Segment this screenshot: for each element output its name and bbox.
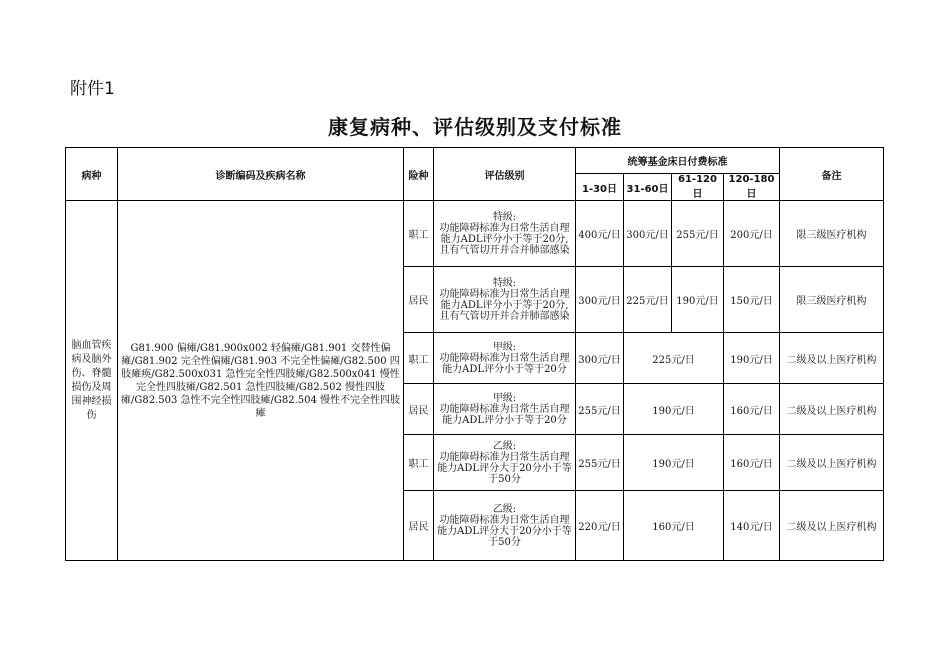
remark: 限三级医疗机构	[780, 201, 884, 267]
remark: 二级及以上医疗机构	[780, 491, 884, 561]
rate-period-4: 160元/日	[724, 435, 780, 491]
insurance-type: 职工	[404, 201, 434, 267]
document-title: 康复病种、评估级别及支付标准	[328, 115, 622, 139]
disease-name: 脑血管疾病及脑外伤、脊髓损伤及周围神经损伤	[66, 201, 118, 561]
header-remarks: 备注	[780, 148, 884, 201]
rate-period-1: 300元/日	[576, 267, 624, 333]
payment-standard-table	[65, 147, 884, 561]
rate-period-2: 225元/日	[624, 267, 672, 333]
assessment-level	[434, 491, 576, 561]
assessment-level	[434, 333, 576, 384]
insurance-type: 职工	[404, 333, 434, 384]
level-title: 甲级:	[492, 392, 517, 404]
level-description: 功能障碍标准为日常生活自理能力ADL评分大于20分小于等于50分	[437, 514, 572, 548]
level-title: 特级:	[492, 211, 517, 223]
rate-period-4: 150元/日	[724, 267, 780, 333]
rate-period-4: 140元/日	[724, 491, 780, 561]
rate-period-3: 190元/日	[672, 267, 724, 333]
rate-period-3: 255元/日	[672, 201, 724, 267]
assessment-level	[434, 201, 576, 267]
level-title: 特级:	[492, 277, 517, 289]
insurance-type: 居民	[404, 384, 434, 435]
insurance-type: 职工	[404, 435, 434, 491]
header-period-1: 1-30日	[576, 174, 624, 201]
remark: 二级及以上医疗机构	[780, 435, 884, 491]
header-period-4: 120-180日	[724, 174, 780, 201]
remark: 二级及以上医疗机构	[780, 384, 884, 435]
rate-period-1: 255元/日	[576, 435, 624, 491]
table-row	[66, 201, 884, 267]
assessment-level	[434, 384, 576, 435]
diagnosis-codes: G81.900 偏瘫/G81.900x002 轻偏瘫/G81.901 交替性偏瘫/G81.902 完全性偏瘫/G81.903 不完全性偏瘫/G82.500 四肢瘫痪/G82.500x031 急性完全性四肢瘫/G82.500x041 慢性完全性四肢瘫/G82.501 急性四肢瘫/G82.502 慢性四肢瘫/G82.503 急性不完全性四肢瘫/G82.504 慢性不完全性四肢瘫	[118, 201, 404, 561]
header-period-2: 31-60日	[624, 174, 672, 201]
level-title: 乙级:	[492, 503, 517, 515]
rate-period-1: 255元/日	[576, 384, 624, 435]
rate-period-2-3: 190元/日	[624, 435, 724, 491]
header-fund: 统筹基金床日付费标准	[576, 148, 780, 174]
header-insurance: 险种	[404, 148, 434, 201]
attachment-label: 附件1	[70, 79, 115, 99]
level-description: 功能障碍标准为日常生活自理能力ADL评分小于等于20分,且有气管切开并合并肺部感染	[439, 222, 570, 256]
level-description: 功能障碍标准为日常生活自理能力ADL评分小于等于20分,且有气管切开并合并肺部感染	[439, 288, 570, 322]
rate-period-2-3: 225元/日	[624, 333, 724, 384]
level-description: 功能障碍标准为日常生活自理能力ADL评分小于等于20分	[439, 352, 570, 375]
level-title: 乙级:	[492, 440, 517, 452]
rate-period-2-3: 160元/日	[624, 491, 724, 561]
rate-period-4: 190元/日	[724, 333, 780, 384]
remark: 二级及以上医疗机构	[780, 333, 884, 384]
insurance-type: 居民	[404, 491, 434, 561]
rate-period-4: 160元/日	[724, 384, 780, 435]
rate-period-4: 200元/日	[724, 201, 780, 267]
rate-period-1: 400元/日	[576, 201, 624, 267]
rate-period-2: 300元/日	[624, 201, 672, 267]
level-description: 功能障碍标准为日常生活自理能力ADL评分小于等于20分	[439, 403, 570, 426]
rate-period-2-3: 190元/日	[624, 384, 724, 435]
rate-period-1: 220元/日	[576, 491, 624, 561]
header-period-3: 61-120日	[672, 174, 724, 201]
remark: 限三级医疗机构	[780, 267, 884, 333]
assessment-level	[434, 267, 576, 333]
insurance-type: 居民	[404, 267, 434, 333]
assessment-level	[434, 435, 576, 491]
level-title: 甲级:	[492, 341, 517, 353]
header-disease: 病种	[66, 148, 118, 201]
header-level: 评估级别	[434, 148, 576, 201]
rate-period-1: 300元/日	[576, 333, 624, 384]
header-row-1	[66, 148, 884, 174]
level-description: 功能障碍标准为日常生活自理能力ADL评分大于20分小于等于50分	[437, 451, 572, 485]
header-diagnosis: 诊断编码及疾病名称	[118, 148, 404, 201]
